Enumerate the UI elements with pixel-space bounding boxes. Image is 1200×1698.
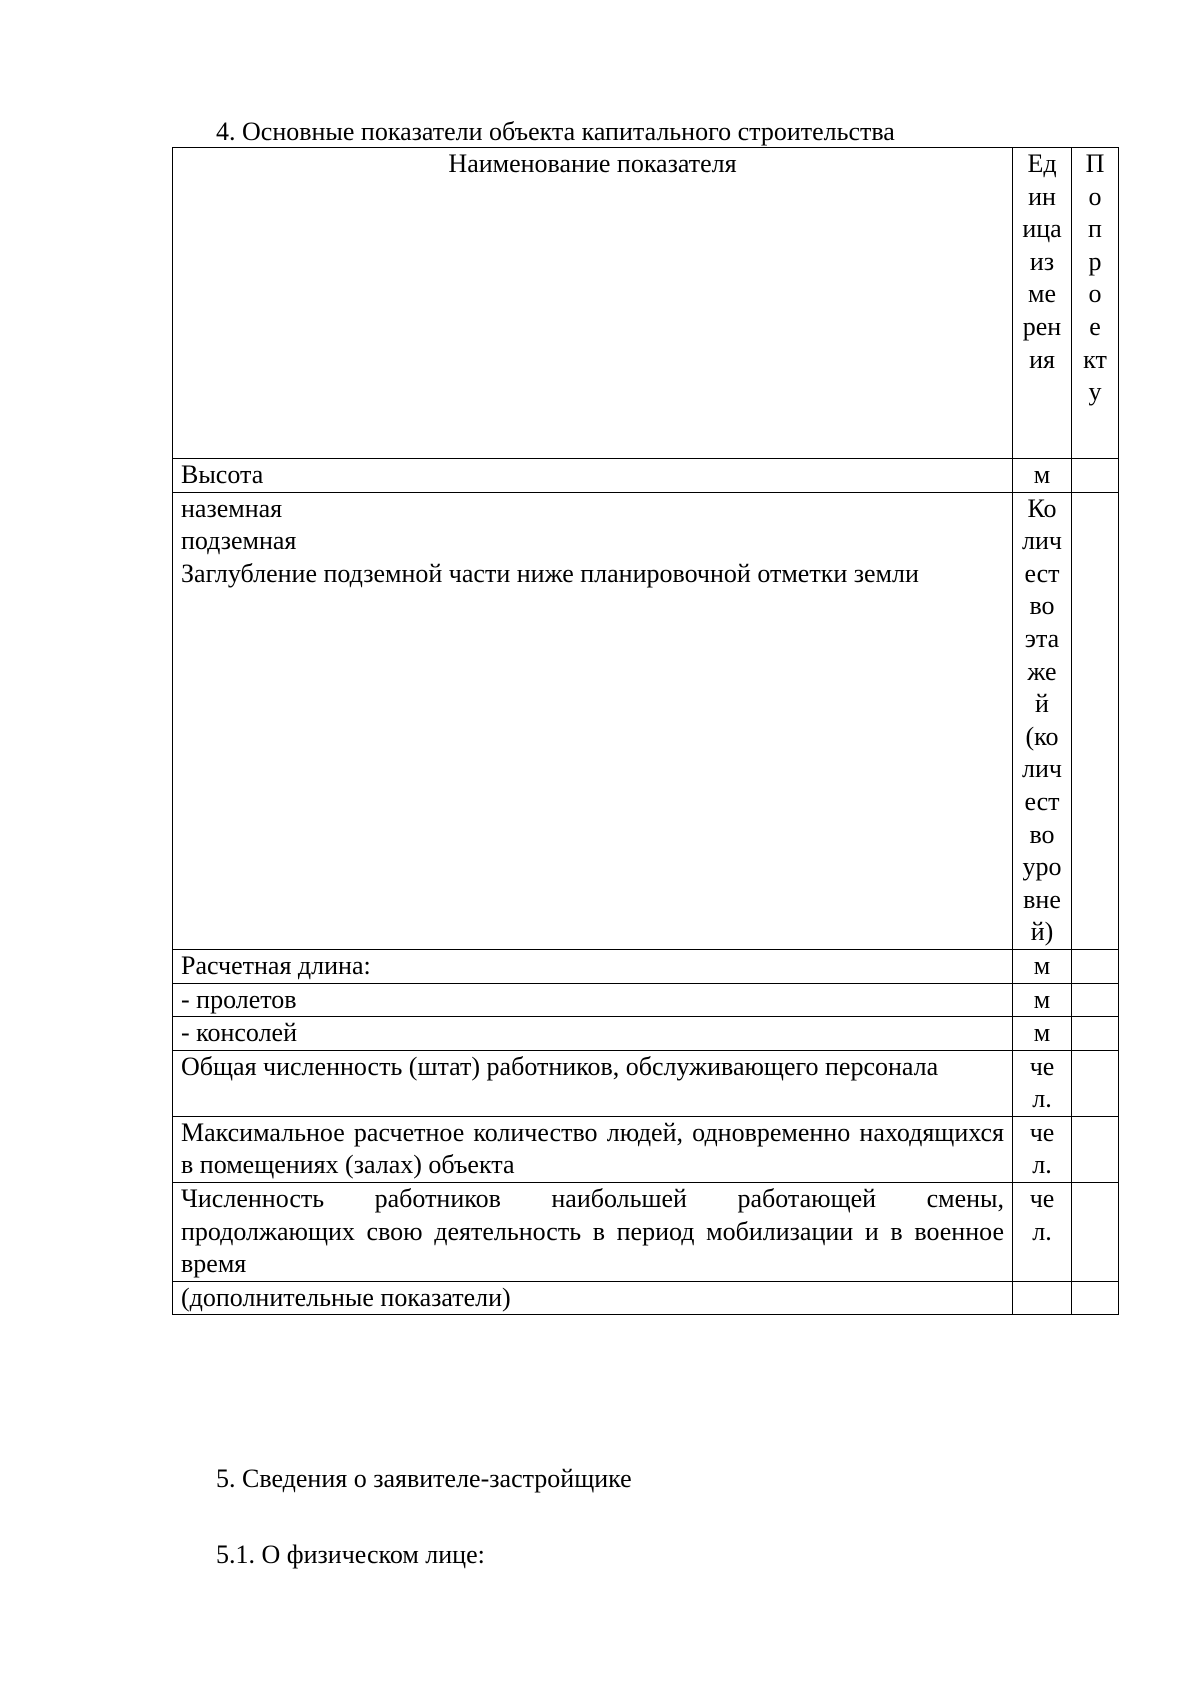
row-unit-cell	[1013, 1017, 1072, 1051]
row-unit-cell	[1013, 459, 1072, 493]
table-row-floors	[173, 492, 1119, 949]
header-project-label: По проекту	[1083, 149, 1107, 407]
indicators-table	[172, 147, 1119, 1315]
row-name-cell	[173, 949, 1013, 983]
header-name-cell	[173, 148, 1013, 459]
row-name-cell	[173, 492, 1013, 949]
row-project-cell[interactable]	[1072, 492, 1119, 949]
row-project-cell[interactable]	[1072, 1281, 1119, 1315]
table-row-spans	[173, 983, 1119, 1017]
row-name-text: Максимальное расчетное количество людей, одновременно находящихся в помещениях (залах) объекта	[181, 1117, 1004, 1180]
row-project-cell[interactable]	[1072, 1017, 1119, 1051]
row-name-text: - пролетов	[181, 984, 297, 1014]
row-project-cell[interactable]	[1072, 949, 1119, 983]
row-name-cell	[173, 1116, 1013, 1182]
row-unit-text: м	[1033, 460, 1051, 489]
row-unit-cell	[1013, 1116, 1072, 1182]
row-unit-text: м	[1033, 1018, 1051, 1048]
row-name-cell	[173, 1017, 1013, 1051]
header-name-label: Наименование показателя	[448, 149, 737, 178]
row-name-cell	[173, 983, 1013, 1017]
row-unit-text: м	[1033, 950, 1051, 980]
row-name-text: Заглубление подземной части ниже планировочной отметки земли	[181, 558, 919, 588]
table-row-staff-total	[173, 1050, 1119, 1116]
header-unit-cell	[1013, 148, 1072, 459]
row-name-cell	[173, 1050, 1013, 1116]
row-name-text: Общая численность (штат) работников, обслуживающего персонала	[181, 1051, 939, 1081]
row-project-cell[interactable]	[1072, 1050, 1119, 1116]
table-row-max-people	[173, 1116, 1119, 1182]
row-name-text: - консолей	[181, 1018, 298, 1048]
row-project-cell[interactable]	[1072, 983, 1119, 1017]
header-project-cell	[1072, 148, 1119, 459]
row-name-text: Расчетная длина:	[181, 950, 371, 980]
row-name-text: Численность работников наибольшей работающей смены, продолжающих свою деятельность в период мобилизации и в военное время	[181, 1184, 1004, 1279]
table-row-largest-shift	[173, 1183, 1119, 1282]
section-4-title: 4. Основные показатели объекта капитального строительства	[216, 117, 895, 146]
row-unit-cell[interactable]	[1013, 1281, 1072, 1315]
row-unit-text: Количество этажей (количество уровней)	[1022, 493, 1062, 947]
row-name-text: (дополнительные показатели)	[181, 1282, 511, 1312]
table-row-additional	[173, 1281, 1119, 1315]
table-row-design-length	[173, 949, 1119, 983]
section-5-1-title: 5.1. О физическом лице:	[216, 1540, 485, 1569]
row-unit-cell	[1013, 1183, 1072, 1282]
row-name-text: наземная	[181, 493, 283, 523]
section-5-title: 5. Сведения о заявителе-застройщике	[216, 1464, 632, 1493]
table-row-consoles	[173, 1017, 1119, 1051]
row-unit-cell	[1013, 983, 1072, 1017]
row-unit-cell	[1013, 1050, 1072, 1116]
row-unit-text: чел.	[1029, 1051, 1055, 1114]
row-project-cell[interactable]	[1072, 459, 1119, 493]
table-row-height	[173, 459, 1119, 493]
header-unit-label: Единица измерения	[1022, 149, 1062, 374]
table-header-row	[173, 148, 1119, 459]
row-project-cell[interactable]	[1072, 1116, 1119, 1182]
row-unit-cell	[1013, 949, 1072, 983]
row-project-cell[interactable]	[1072, 1183, 1119, 1282]
row-unit-text: чел.	[1029, 1117, 1055, 1180]
row-name-cell	[173, 1183, 1013, 1282]
row-unit-cell	[1013, 492, 1072, 949]
row-name-text: подземная	[181, 526, 297, 556]
row-unit-text: чел.	[1029, 1184, 1055, 1246]
row-name-text: Высота	[181, 460, 264, 489]
row-name-cell	[173, 459, 1013, 493]
row-unit-text: м	[1033, 984, 1051, 1014]
row-name-cell	[173, 1281, 1013, 1315]
